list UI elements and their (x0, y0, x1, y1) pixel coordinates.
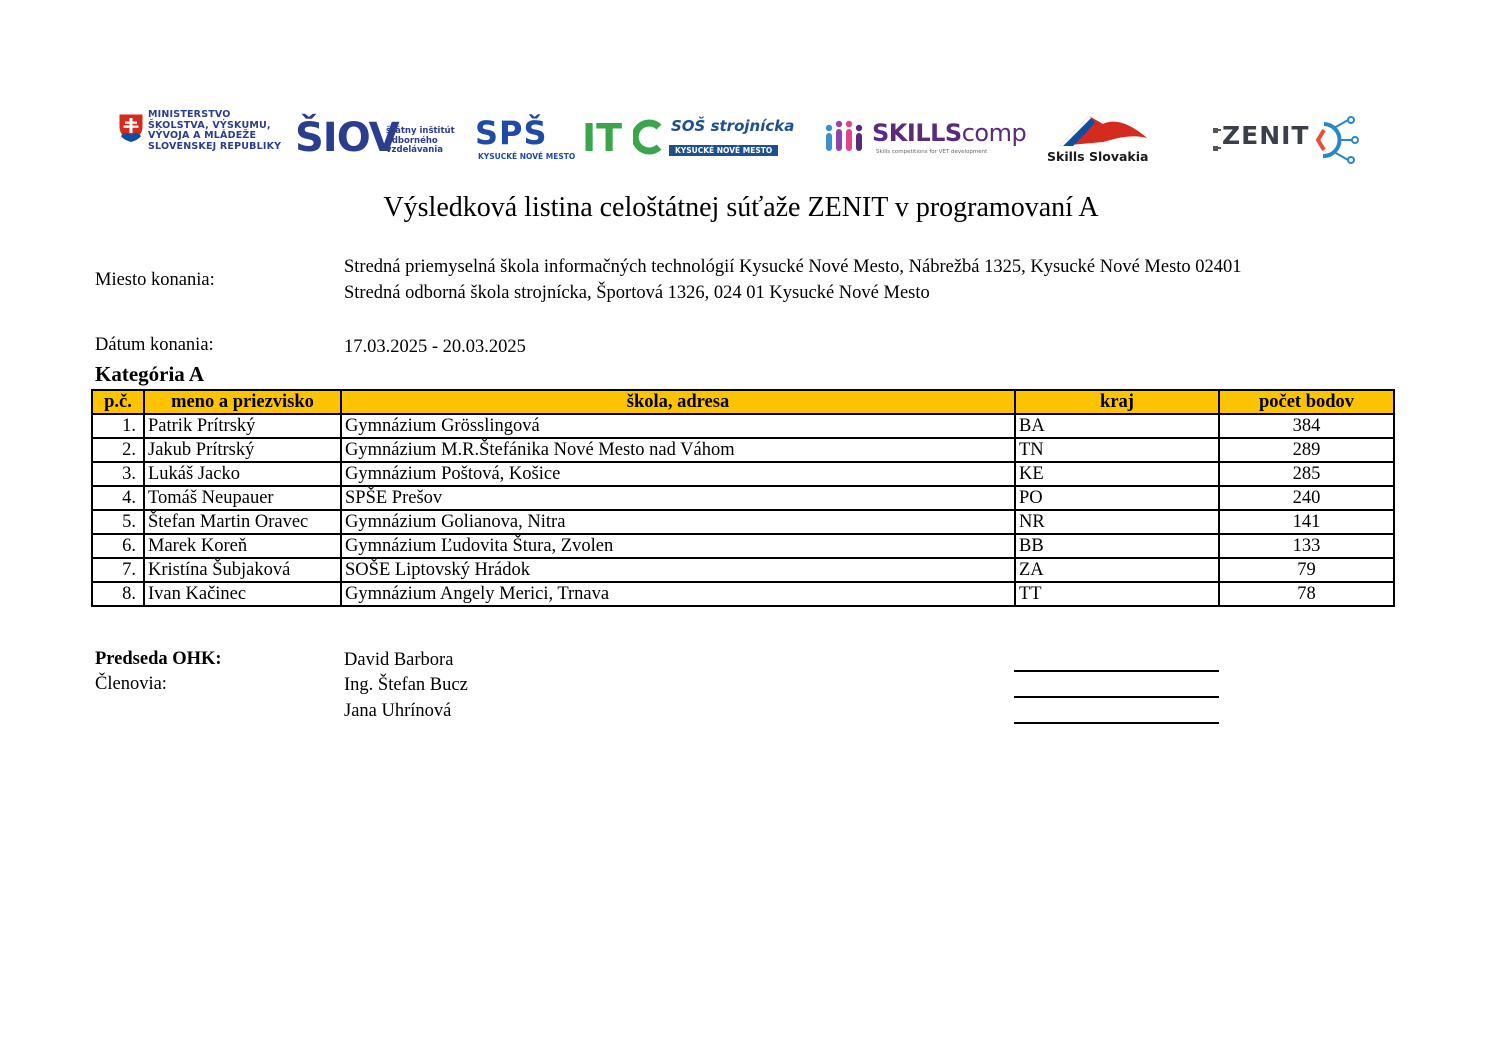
date-label: Dátum konania: (95, 335, 214, 355)
region-cell: NR (1015, 510, 1219, 534)
gear-ring-icon (633, 118, 665, 156)
ministry-line-1: MINISTERSTVO (148, 109, 231, 120)
school-cell: Gymnázium M.R.Štefánika Nové Mesto nad Váhom (341, 438, 1015, 462)
rank-cell: 7. (92, 558, 144, 582)
sps-logo-subtitle: KYSUCKÉ NOVÉ MESTO (478, 152, 576, 161)
region-cell: PO (1015, 486, 1219, 510)
committee-name-3: Jana Uhrínová (344, 701, 452, 721)
siov-line-2: odborného (386, 135, 438, 146)
venue-line-2: Stredná odborná škola strojnícka, Športová 1326, 024 01 Kysucké Nové Mesto (344, 283, 930, 303)
header-points: počet bodov (1219, 390, 1394, 414)
rank-cell: 2. (92, 438, 144, 462)
table-row (92, 510, 1394, 534)
siov-line-3: vzdelávania (386, 145, 443, 155)
table-row (92, 414, 1394, 438)
region-cell: TT (1015, 582, 1219, 606)
venue-line-1: Stredná priemyselná škola informačných technológií Kysucké Nové Mesto, Nábrežbá 1325, Kysucké Nové Mesto 02401 (344, 257, 1242, 277)
sos-logo-subtitle: KYSUCKÉ NOVÉ MESTO (669, 145, 778, 156)
points-cell: 240 (1219, 486, 1394, 510)
skills-slovakia-name: Skills Slovakia (1047, 149, 1149, 164)
name-cell: Ivan Kačinec (144, 582, 341, 606)
committee-name-2: Ing. Štefan Bucz (344, 675, 468, 695)
points-cell: 289 (1219, 438, 1394, 462)
siov-logo (295, 113, 455, 163)
committee-chair-label: Predseda OHK: (95, 649, 222, 669)
sps-logo-name: SPŠ (475, 114, 548, 152)
date-value: 17.03.2025 - 20.03.2025 (344, 337, 526, 357)
name-cell: Patrik Prítrský (144, 414, 341, 438)
signature-line (1014, 696, 1219, 698)
region-cell: BB (1015, 534, 1219, 558)
region-cell: ZA (1015, 558, 1219, 582)
table-header-row (92, 390, 1394, 414)
points-cell: 133 (1219, 534, 1394, 558)
points-cell: 78 (1219, 582, 1394, 606)
category-heading: Kategória A (95, 362, 205, 386)
zenit-logo-name: ZENIT (1222, 121, 1310, 150)
rank-cell: 5. (92, 510, 144, 534)
zenit-logo (1212, 116, 1364, 164)
school-cell: Gymnázium Golianova, Nitra (341, 510, 1015, 534)
skillscomp-logo (822, 117, 1027, 161)
siov-logo-name: ŠIOV (295, 115, 399, 161)
people-figures-icon (822, 119, 864, 155)
name-cell: Kristína Šubjaková (144, 558, 341, 582)
points-cell: 384 (1219, 414, 1394, 438)
name-cell: Jakub Prítrský (144, 438, 341, 462)
school-cell: Gymnázium Poštová, Košice (341, 462, 1015, 486)
rank-cell: 8. (92, 582, 144, 606)
ministry-logo (118, 110, 283, 162)
name-cell: Štefan Martin Oravec (144, 510, 341, 534)
table-row (92, 438, 1394, 462)
header-rank: p.č. (92, 390, 144, 414)
school-cell: SPŠE Prešov (341, 486, 1015, 510)
header-region: kraj (1015, 390, 1219, 414)
sos-strojnicka-logo (633, 116, 795, 164)
region-cell: KE (1015, 462, 1219, 486)
points-cell: 79 (1219, 558, 1394, 582)
school-cell: Gymnázium Ľudovita Štura, Zvolen (341, 534, 1015, 558)
school-cell: Gymnázium Grösslingová (341, 414, 1015, 438)
ministry-line-4: SLOVENSKEJ REPUBLIKY (148, 140, 282, 152)
table-row (92, 558, 1394, 582)
header-name: meno a priezvisko (144, 390, 341, 414)
header-school: škola, adresa (341, 390, 1015, 414)
rank-cell: 4. (92, 486, 144, 510)
signature-line (1014, 722, 1219, 724)
waving-flag-icon (1051, 112, 1151, 150)
venue-label: Miesto konania: (95, 270, 215, 290)
region-cell: BA (1015, 414, 1219, 438)
slovak-coat-of-arms-icon (118, 113, 144, 143)
sps-logo-it: IT (582, 116, 623, 160)
results-table (91, 389, 1395, 607)
name-cell: Lukáš Jacko (144, 462, 341, 486)
region-cell: TN (1015, 438, 1219, 462)
table-row (92, 534, 1394, 558)
points-cell: 141 (1219, 510, 1394, 534)
rank-cell: 3. (92, 462, 144, 486)
name-cell: Tomáš Neupauer (144, 486, 341, 510)
skillscomp-logo-light: comp (961, 119, 1027, 147)
rank-cell: 1. (92, 414, 144, 438)
school-cell: Gymnázium Angely Merici, Trnava (341, 582, 1015, 606)
page-title: Výsledková listina celoštátnej súťaže ZENIT v programovaní A (383, 192, 1099, 223)
name-cell: Marek Koreň (144, 534, 341, 558)
committee-members-label: Členovia: (95, 674, 167, 694)
skills-slovakia-logo (1045, 112, 1157, 166)
table-row (92, 486, 1394, 510)
school-cell: SOŠE Liptovský Hrádok (341, 558, 1015, 582)
rank-cell: 6. (92, 534, 144, 558)
signature-line (1014, 670, 1219, 672)
sps-it-logo (475, 114, 625, 165)
table-row (92, 462, 1394, 486)
ministry-line-3: VÝVOJA A MLÁDEŽE (148, 130, 257, 141)
skillscomp-tagline: Skills competitions for VET development (876, 149, 988, 155)
table-row (92, 582, 1394, 606)
points-cell: 285 (1219, 462, 1394, 486)
sos-logo-name: SOŠ strojnícka (671, 117, 795, 135)
committee-name-1: David Barbora (344, 650, 454, 670)
skillscomp-logo-bold: SKILLS (872, 119, 962, 147)
siov-line-1: štátny inštitút (386, 126, 455, 136)
ministry-line-2: ŠKOLSTVA, VÝSKUMU, (148, 119, 271, 131)
